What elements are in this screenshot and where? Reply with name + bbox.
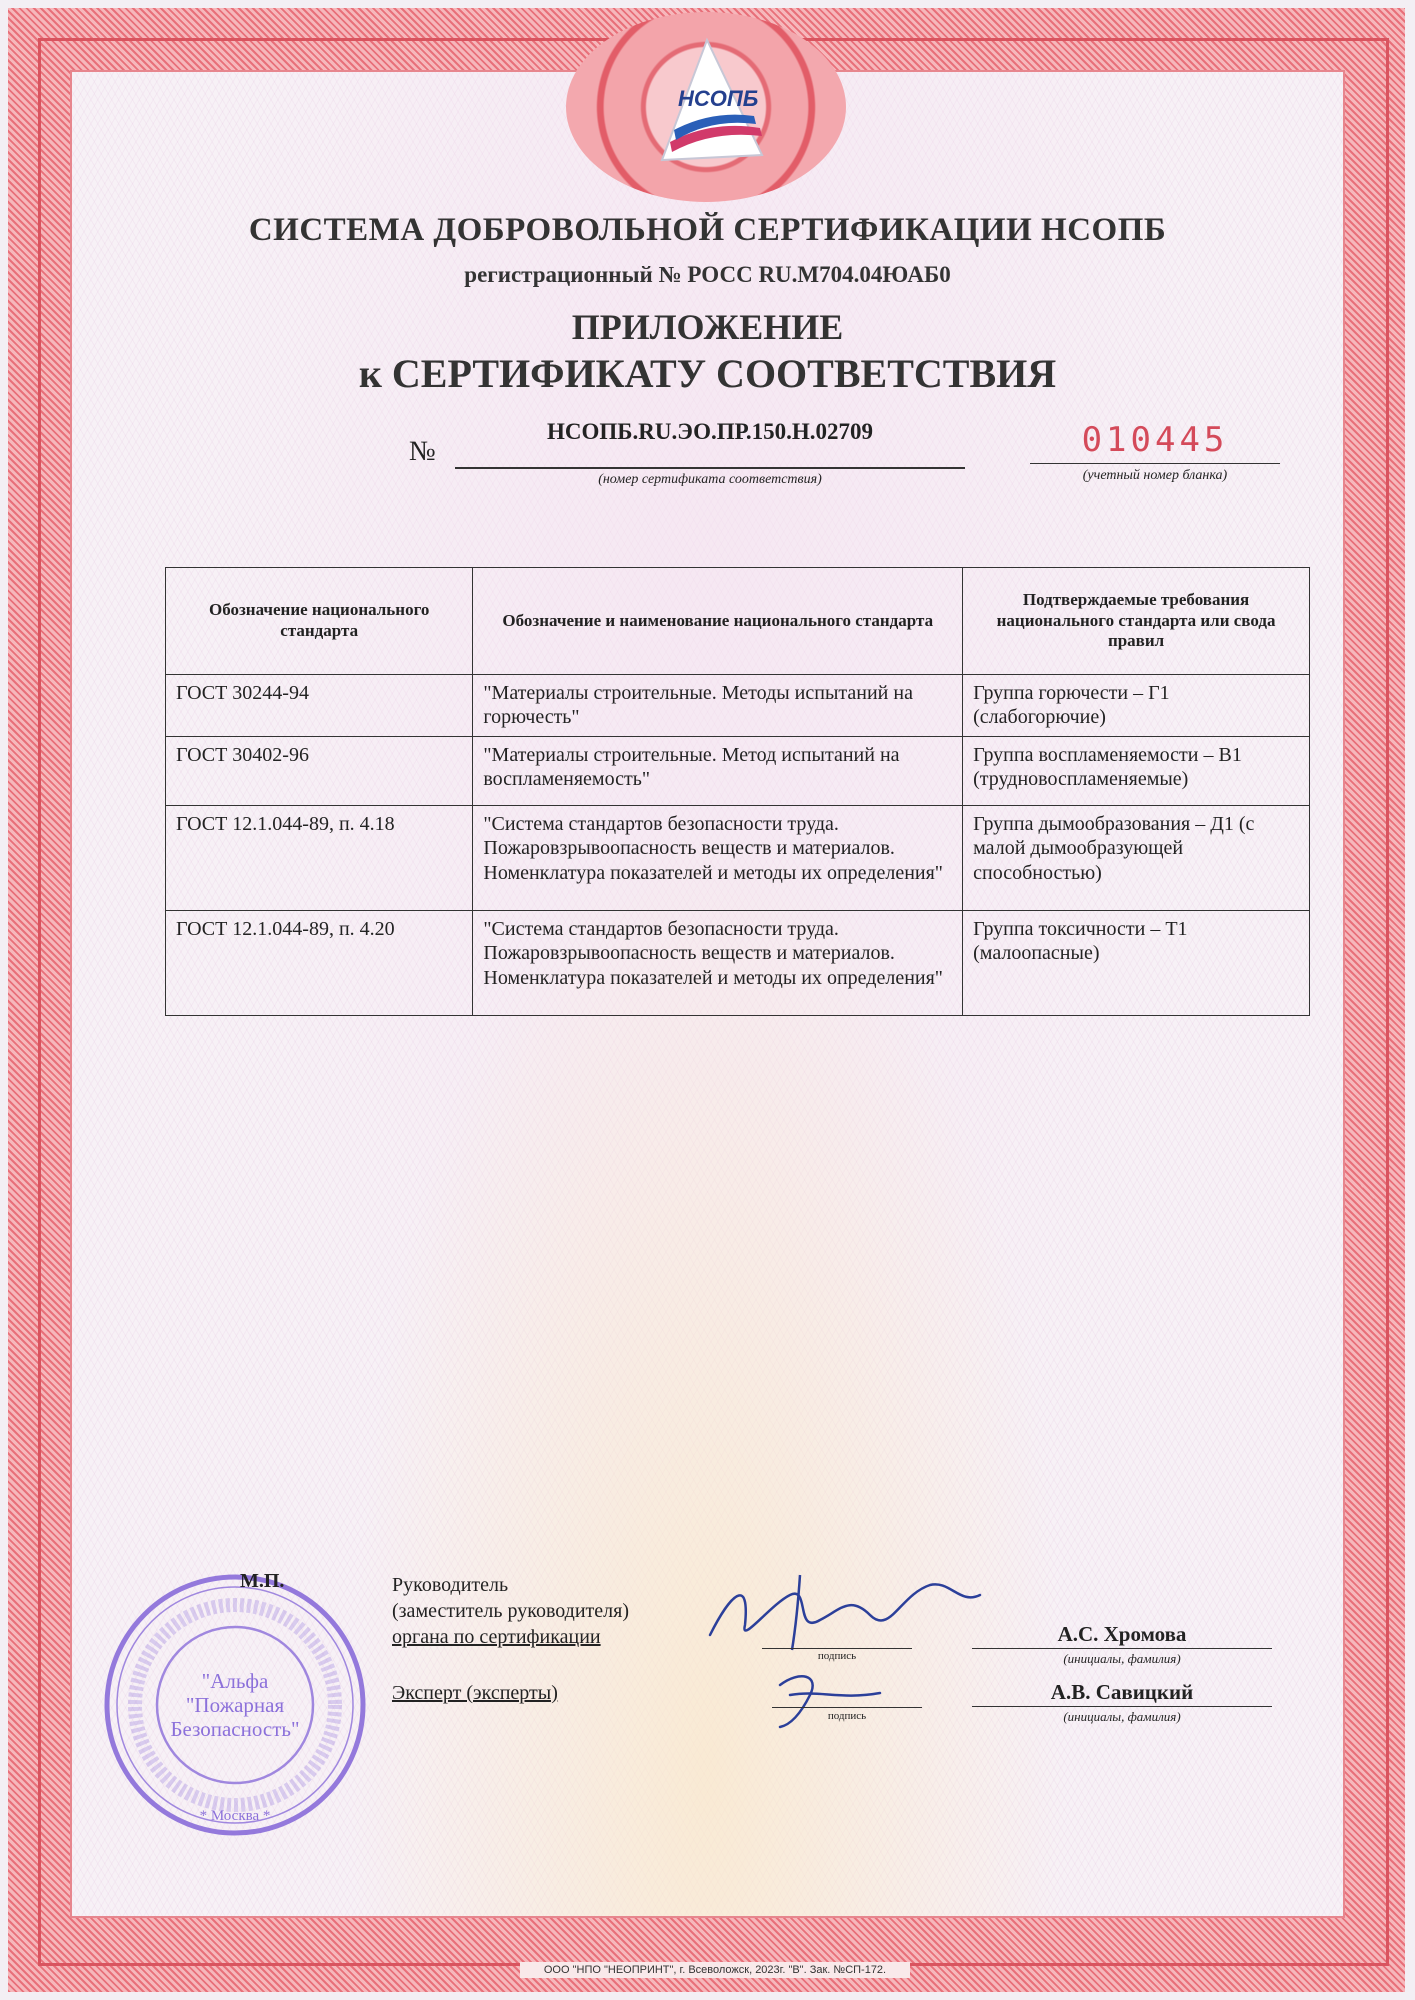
certificate-number: НСОПБ.RU.ЭО.ПР.150.Н.02709 [547,419,873,444]
table-cell: ГОСТ 30402-96 [166,736,473,805]
table-cell: ГОСТ 30244-94 [166,675,473,737]
form-number-underline [1030,463,1280,464]
table-cell: "Материалы строительные. Методы испытаний на горючесть" [473,675,963,737]
table-cell: Группа токсичности – Т1 (малоопасные) [963,910,1310,1015]
expert-name: А.В. Савицкий [1050,1680,1194,1704]
number-sign: № [409,436,436,467]
form-number: 010445 [1081,420,1229,460]
svg-text:"Альфа: "Альфа [201,1669,269,1693]
table-row [166,910,1310,1015]
table-cell: "Система стандартов безопасности труда. Пожаровзрывоопасность веществ и материалов. Номенклатура показателей и методы их определения" [473,805,963,910]
system-title: СИСТЕМА ДОБРОВОЛЬНОЙ СЕРТИФИКАЦИИ НСОПБ [248,212,1167,248]
table-cell: Группа горючести – Г1 (слабогорючие) [963,675,1310,737]
table-row [166,675,1310,737]
form-number-caption: (учетный номер бланка) [1082,468,1228,483]
table-cell: "Материалы строительные. Метод испытаний на воспламеняемость" [473,736,963,805]
table-header-cell: Обозначение и наименование национального стандарта [473,568,963,675]
registration-number: регистрационный № РОСС RU.М704.04ЮАБ0 [464,262,951,287]
appendix-title: ПРИЛОЖЕНИЕ [571,307,844,347]
seal-place-label: М.П. [240,1570,285,1592]
table-header-cell: Обозначение национального стандарта [166,568,473,675]
signature-caption: подпись [817,1650,857,1662]
head-role-line: Руководитель [392,1574,509,1596]
name-caption: (инициалы, фамилия) [1063,1651,1181,1666]
table-cell: Группа дымообразования – Д1 (с малой дымообразующей способностью) [963,805,1310,910]
printer-imprint: ООО "НПО "НЕОПРИНТ", г. Всеволожск, 2023г. "В". Зак. №СП-172. [520,1962,910,1978]
head-signature-line [762,1648,912,1649]
appendix-subtitle: к СЕРТИФИКАТУ СООТВЕТСТВИЯ [358,351,1057,396]
head-role-line: (заместитель руководителя) [392,1600,630,1622]
expert-signature-line [772,1707,922,1708]
table-row [166,805,1310,910]
name-caption: (инициалы, фамилия) [1063,1709,1181,1724]
standards-table [165,567,1310,1016]
table-header-cell: Подтверждаемые требования национального стандарта или свода правил [963,568,1310,675]
expert-role: Эксперт (эксперты) [392,1682,558,1704]
table-cell: Группа воспламеняемости – В1 (трудновоспламеняемые) [963,736,1310,805]
table-cell: "Система стандартов безопасности труда. Пожаровзрывоопасность веществ и материалов. Номенклатура показателей и методы их определения" [473,910,963,1015]
svg-text:"Пожарная: "Пожарная [185,1693,285,1717]
certificate-number-underline [455,467,965,469]
head-signature-icon [700,1565,1000,1655]
table-row [166,736,1310,805]
head-role-line: органа по сертификации [392,1626,601,1648]
table-header-row [166,568,1310,675]
expert-signature-icon [760,1665,900,1735]
signature-caption: подпись [827,1710,867,1722]
svg-text:* Москва *: * Москва * [199,1808,271,1824]
head-role [392,1572,629,1650]
organization-stamp-icon [100,1570,370,1840]
head-name: А.С. Хромова [1057,1622,1187,1646]
expert-name-line [972,1706,1272,1707]
logo-text: НСОПБ [678,86,759,111]
table-cell: ГОСТ 12.1.044-89, п. 4.18 [166,805,473,910]
certificate-number-caption: (номер сертификата соответствия) [598,472,822,487]
svg-text:Безопасность": Безопасность" [170,1717,300,1741]
table-cell: ГОСТ 12.1.044-89, п. 4.20 [166,910,473,1015]
head-name-line [972,1648,1272,1649]
